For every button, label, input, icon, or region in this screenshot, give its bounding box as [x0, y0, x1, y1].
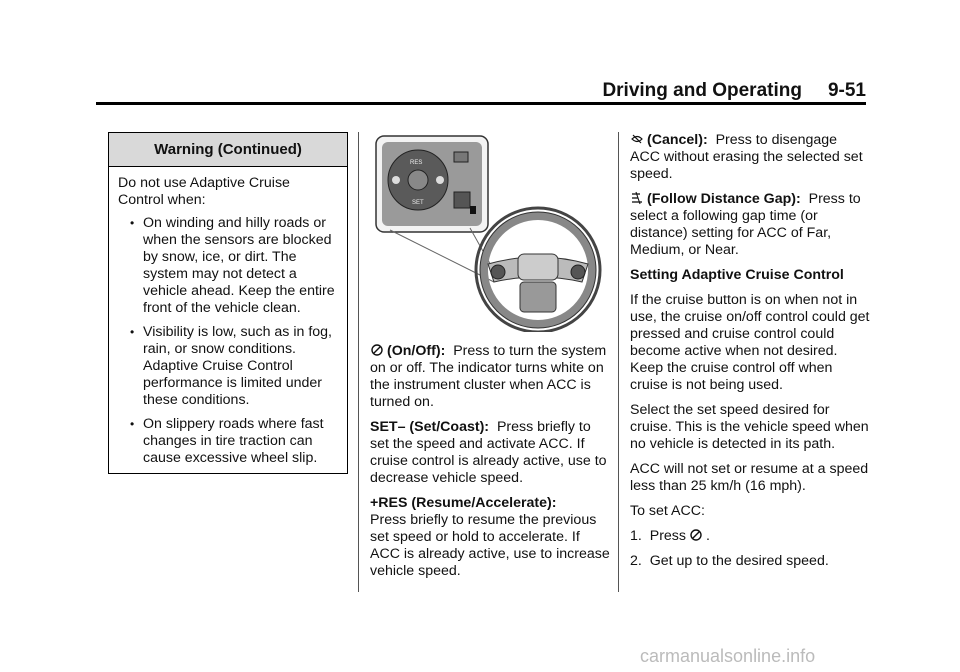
paragraph-4: To set ACC:: [630, 503, 705, 519]
res-label: +RES (Resume/Accelerate):: [370, 495, 557, 511]
warning-list: [118, 215, 338, 467]
onoff-text: Press to turn the system on or off. The indicator turns white on the instrument cluster when ACC is turned on.: [370, 343, 607, 410]
cancel-text: Press to disengage ACC without erasing the selected set speed.: [630, 132, 863, 182]
gap-paragraph: [630, 191, 870, 259]
warning-intro: Do not use Adaptive Cruise Control when:: [118, 175, 290, 208]
onoff-label: (On/Off):: [387, 343, 446, 359]
cancel-icon: [630, 132, 644, 146]
middle-column: [370, 343, 610, 588]
bullet-icon: •: [130, 216, 135, 230]
cruise-onoff-icon: [370, 343, 384, 357]
setting-heading: Setting Adaptive Cruise Control: [630, 267, 844, 283]
bullet-icon: •: [130, 417, 135, 431]
warning-bullet: • On winding and hilly roads or when the sensors are blocked by snow, ice, or dirt. The system may not detect a vehicle ahead. Keep the entire front of the vehicle clean.: [130, 215, 335, 316]
res-paragraph: [370, 495, 610, 580]
gap-text: Press to select a following gap time (or distance) setting for ACC of Far, Medium, or Near.: [630, 191, 861, 258]
step-2: [630, 553, 870, 570]
steering-wheel-illustration: [370, 132, 608, 332]
gap-label: (Follow Distance Gap):: [647, 191, 801, 207]
cancel-label: (Cancel):: [647, 132, 708, 148]
res-label: RES: [410, 160, 423, 166]
step-2-number: 2.: [630, 553, 642, 569]
warning-bullet: • Visibility is low, such as in fog, rain, or snow conditions. Adaptive Cruise Control performance is limited under these conditions.: [130, 324, 332, 408]
page-header: [596, 80, 866, 102]
step-1-text: Press: [649, 528, 686, 544]
paragraph-1: If the cruise button is on when not in use, the cruise on/off control could get pressed and cruise control could become active when not desired. Keep the cruise control off when cruise is not being used.: [630, 292, 870, 393]
warning-title: Warning (Continued): [109, 133, 347, 167]
paragraph-2: Select the set speed desired for cruise. This is the vehicle speed when no vehicle is detected in its path.: [630, 402, 869, 452]
set-text: Press briefly to set the speed and activate ACC. If cruise control is already active, use to decrease vehicle speed.: [370, 419, 607, 486]
cancel-paragraph: [630, 132, 870, 183]
warning-body: [109, 167, 347, 467]
warning-bullet: • On slippery roads where fast changes in tire traction can cause excessive wheel slip.: [130, 416, 324, 466]
warning-box: [108, 132, 348, 474]
header-rule: [96, 102, 866, 105]
res-text: Press briefly to resume the previous set speed or hold to accelerate. If ACC is already active, use to increase vehicle speed.: [370, 512, 610, 579]
step-2-text: Get up to the desired speed.: [649, 553, 829, 569]
set-label: SET– (Set/Coast):: [370, 419, 490, 435]
step-1: 1. Press .: [630, 528, 710, 544]
bullet-icon: •: [130, 325, 135, 339]
cruise-onoff-icon: [689, 528, 703, 542]
column-divider: [618, 132, 619, 592]
step-1-number: 1.: [630, 528, 642, 544]
follow-distance-icon: [630, 191, 644, 205]
set-paragraph: [370, 419, 610, 487]
watermark: carmanualsonline.info: [640, 646, 816, 666]
paragraph-3: ACC will not set or resume at a speed less than 25 km/h (16 mph).: [630, 461, 869, 494]
column-divider: [358, 132, 359, 592]
set-label: SET: [412, 200, 424, 206]
page-number: 9-51: [827, 80, 866, 101]
section-title: Driving and Operating: [602, 80, 802, 101]
onoff-paragraph: [370, 343, 610, 411]
right-column: [630, 132, 870, 578]
